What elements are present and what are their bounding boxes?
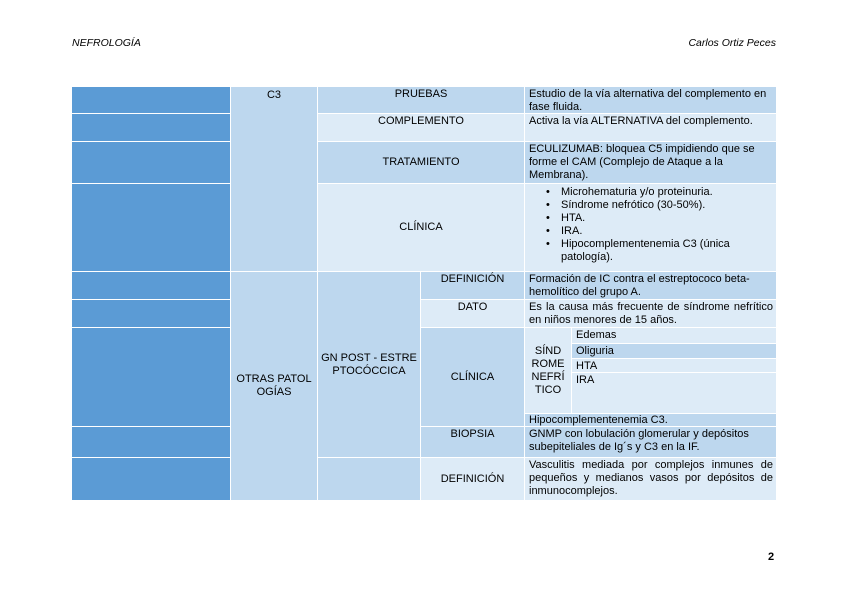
col1-cell [72,427,230,457]
hipocomplementenemia: Hipocomplementenemia C3. [525,414,776,426]
gn-dato-text: Es la causa más frecuente de síndrome nefrítico en niños menores de 15 años. [525,300,776,327]
otras-patologias-label [231,272,317,500]
col1-cell [72,142,230,183]
list-item: • Síndrome nefrótico (30-50%). [525,199,776,212]
sintoma-ira: IRA [572,373,776,413]
gn-definicion-label: DEFINICIÓN [421,272,524,299]
pruebas-text: Estudio de la vía alternativa del complemento en fase fluida. [525,87,776,113]
next-definicion-label: DEFINICIÓN [421,458,524,500]
header-right: Carlos Ortiz Peces [688,37,776,49]
pruebas-label: PRUEBAS [318,87,524,113]
c3-label: C3 [231,87,317,271]
col1-cell [72,87,230,113]
sindrome-nefritico-text: SÍNDROME NEFRÍTICO [531,344,565,396]
complemento-text: Activa la vía ALTERNATIVA del complemento. [525,114,776,141]
sindrome-nefritico-label [525,328,571,413]
biopsia-text: GNMP con lobulación glomerular y depósitos subepiteliales de Ig´s y C3 en la IF. [525,427,776,457]
tratamiento-label: TRATAMIENTO [318,142,524,183]
header-left: NEFROLOGÍA [72,37,141,49]
c3-clinica-label: CLÍNICA [318,184,524,271]
list-item: • HTA. [525,212,776,225]
col1-cell [72,300,230,327]
gn-clinica-label: CLÍNICA [421,328,524,426]
col1-cell [72,458,230,500]
gn-next-cell [318,458,420,500]
gn-dato-label: DATO [421,300,524,327]
gn-post-label [318,272,420,457]
sintoma-hta: HTA [572,359,776,372]
tratamiento-text: ECULIZUMAB: bloquea C5 impidiendo que se forme el CAM (Complejo de Ataque a la Membrana). [525,142,776,183]
biopsia-label: BIOPSIA [421,427,524,457]
complemento-label: COMPLEMENTO [318,114,524,141]
otras-patologias-text: OTRAS PATOLOGÍAS [236,373,312,398]
list-item: • Microhematuria y/o proteinuria. [525,186,776,199]
col1-cell [72,114,230,141]
gn-definicion-text: Formación de IC contra el estreptococo beta-hemolítico del grupo A. [525,272,776,299]
page-number: 2 [768,551,775,563]
list-item: • Hipocomplementenemia C3 (única patología). [525,238,776,264]
gn-post-text: GN POST - ESTREPTOCÓCCICA [321,351,417,377]
sintoma-edemas: Edemas [572,328,776,343]
col1-cell [72,184,230,271]
col1-cell [72,328,230,426]
list-item: • IRA. [525,225,776,238]
col1-cell [72,272,230,299]
next-definicion-text: Vasculitis mediada por complejos inmunes de pequeños y medianos vasos por depósitos de inmunocomplejos. [525,458,776,500]
sintoma-oliguria: Oliguria [572,344,776,358]
c3-clinica-list [525,184,776,271]
